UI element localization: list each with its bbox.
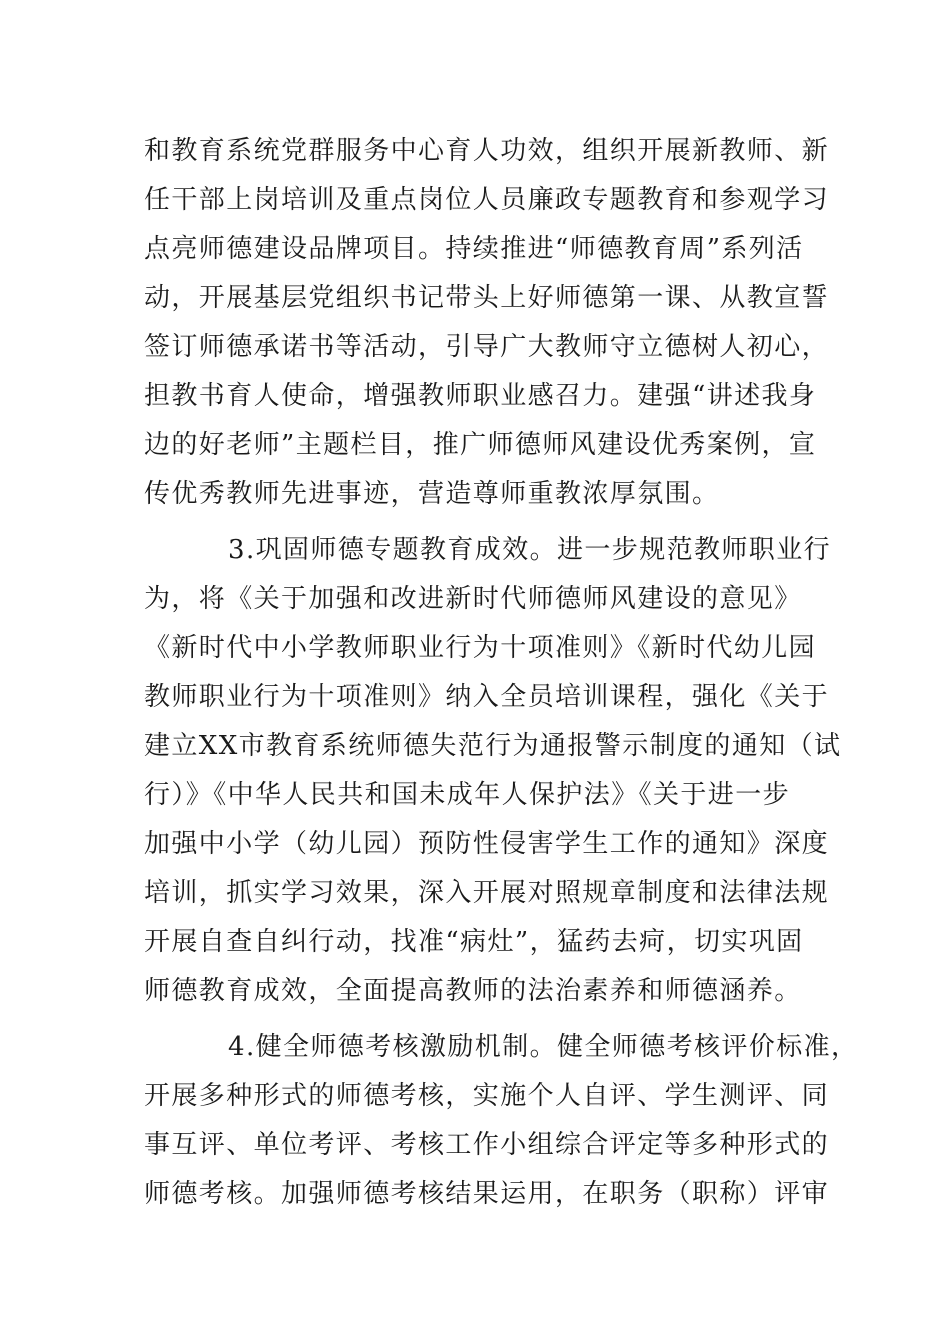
text-line: 事互评、单位考评、考核工作小组综合评定等多种形式的: [144, 1130, 830, 1160]
document-body: [144, 127, 859, 1219]
paragraph-spacer: [144, 1016, 824, 1023]
text-line: 开展自查自纠行动，找准“病灶”，猛药去疴，切实巩固: [144, 927, 804, 957]
text-line: 师德教育成效，全面提高教师的法治素养和师德涵养。: [144, 976, 802, 1006]
paragraph-spacer: [144, 519, 824, 526]
text-line: 边的好老师”主题栏目，推广师德师风建设优秀案例，宣: [144, 430, 817, 460]
text-line: 《新时代中小学教师职业行为十项准则》《新时代幼儿园: [144, 633, 817, 663]
text-line: 任干部上岗培训及重点岗位人员廉政专题教育和参观学习: [144, 185, 830, 215]
text-line: 担教书育人使命，增强教师职业感召力。建强“讲述我身: [144, 381, 817, 411]
text-line: 加强中小学（幼儿园）预防性侵害学生工作的通知》深度: [144, 829, 830, 859]
paragraph-1: [144, 127, 830, 519]
text-line: 师德考核。加强师德考核结果运用，在职务（职称）评审: [144, 1179, 830, 1209]
text-line: 为，将《关于加强和改进新时代师德师风建设的意见》: [144, 584, 802, 614]
text-line: 点亮师德建设品牌项目。持续推进“师德教育周”系列活: [144, 234, 804, 264]
text-line: 建立XX市教育系统师德失范行为通报警示制度的通知（试: [144, 731, 842, 761]
text-line: 动，开展基层党组织书记带头上好师德第一课、从教宣誓: [144, 283, 830, 313]
text-line: 教师职业行为十项准则》纳入全员培训课程，强化《关于: [144, 682, 830, 712]
text-line: 开展多种形式的师德考核，实施个人自评、学生测评、同: [144, 1081, 830, 1111]
text-line-indented: 4.健全师德考核激励机制。健全师德考核评价标准，: [228, 1032, 859, 1062]
paragraph-2: [144, 526, 842, 1016]
text-line: 行）》《中华人民共和国未成年人保护法》《关于进一步: [144, 780, 791, 810]
text-line: 签订师德承诺书等活动，引导广大教师守立德树人初心，: [144, 332, 830, 362]
text-line: 培训，抓实学习效果，深入开展对照规章制度和法律法规: [144, 878, 830, 908]
text-line-indented: 3.巩固师德专题教育成效。进一步规范教师职业行: [228, 535, 832, 565]
text-line: 和教育系统党群服务中心育人功效，组织开展新教师、新: [144, 136, 830, 166]
text-line: 传优秀教师先进事迹，营造尊师重教浓厚氛围。: [144, 479, 720, 509]
paragraph-3: [144, 1023, 859, 1219]
